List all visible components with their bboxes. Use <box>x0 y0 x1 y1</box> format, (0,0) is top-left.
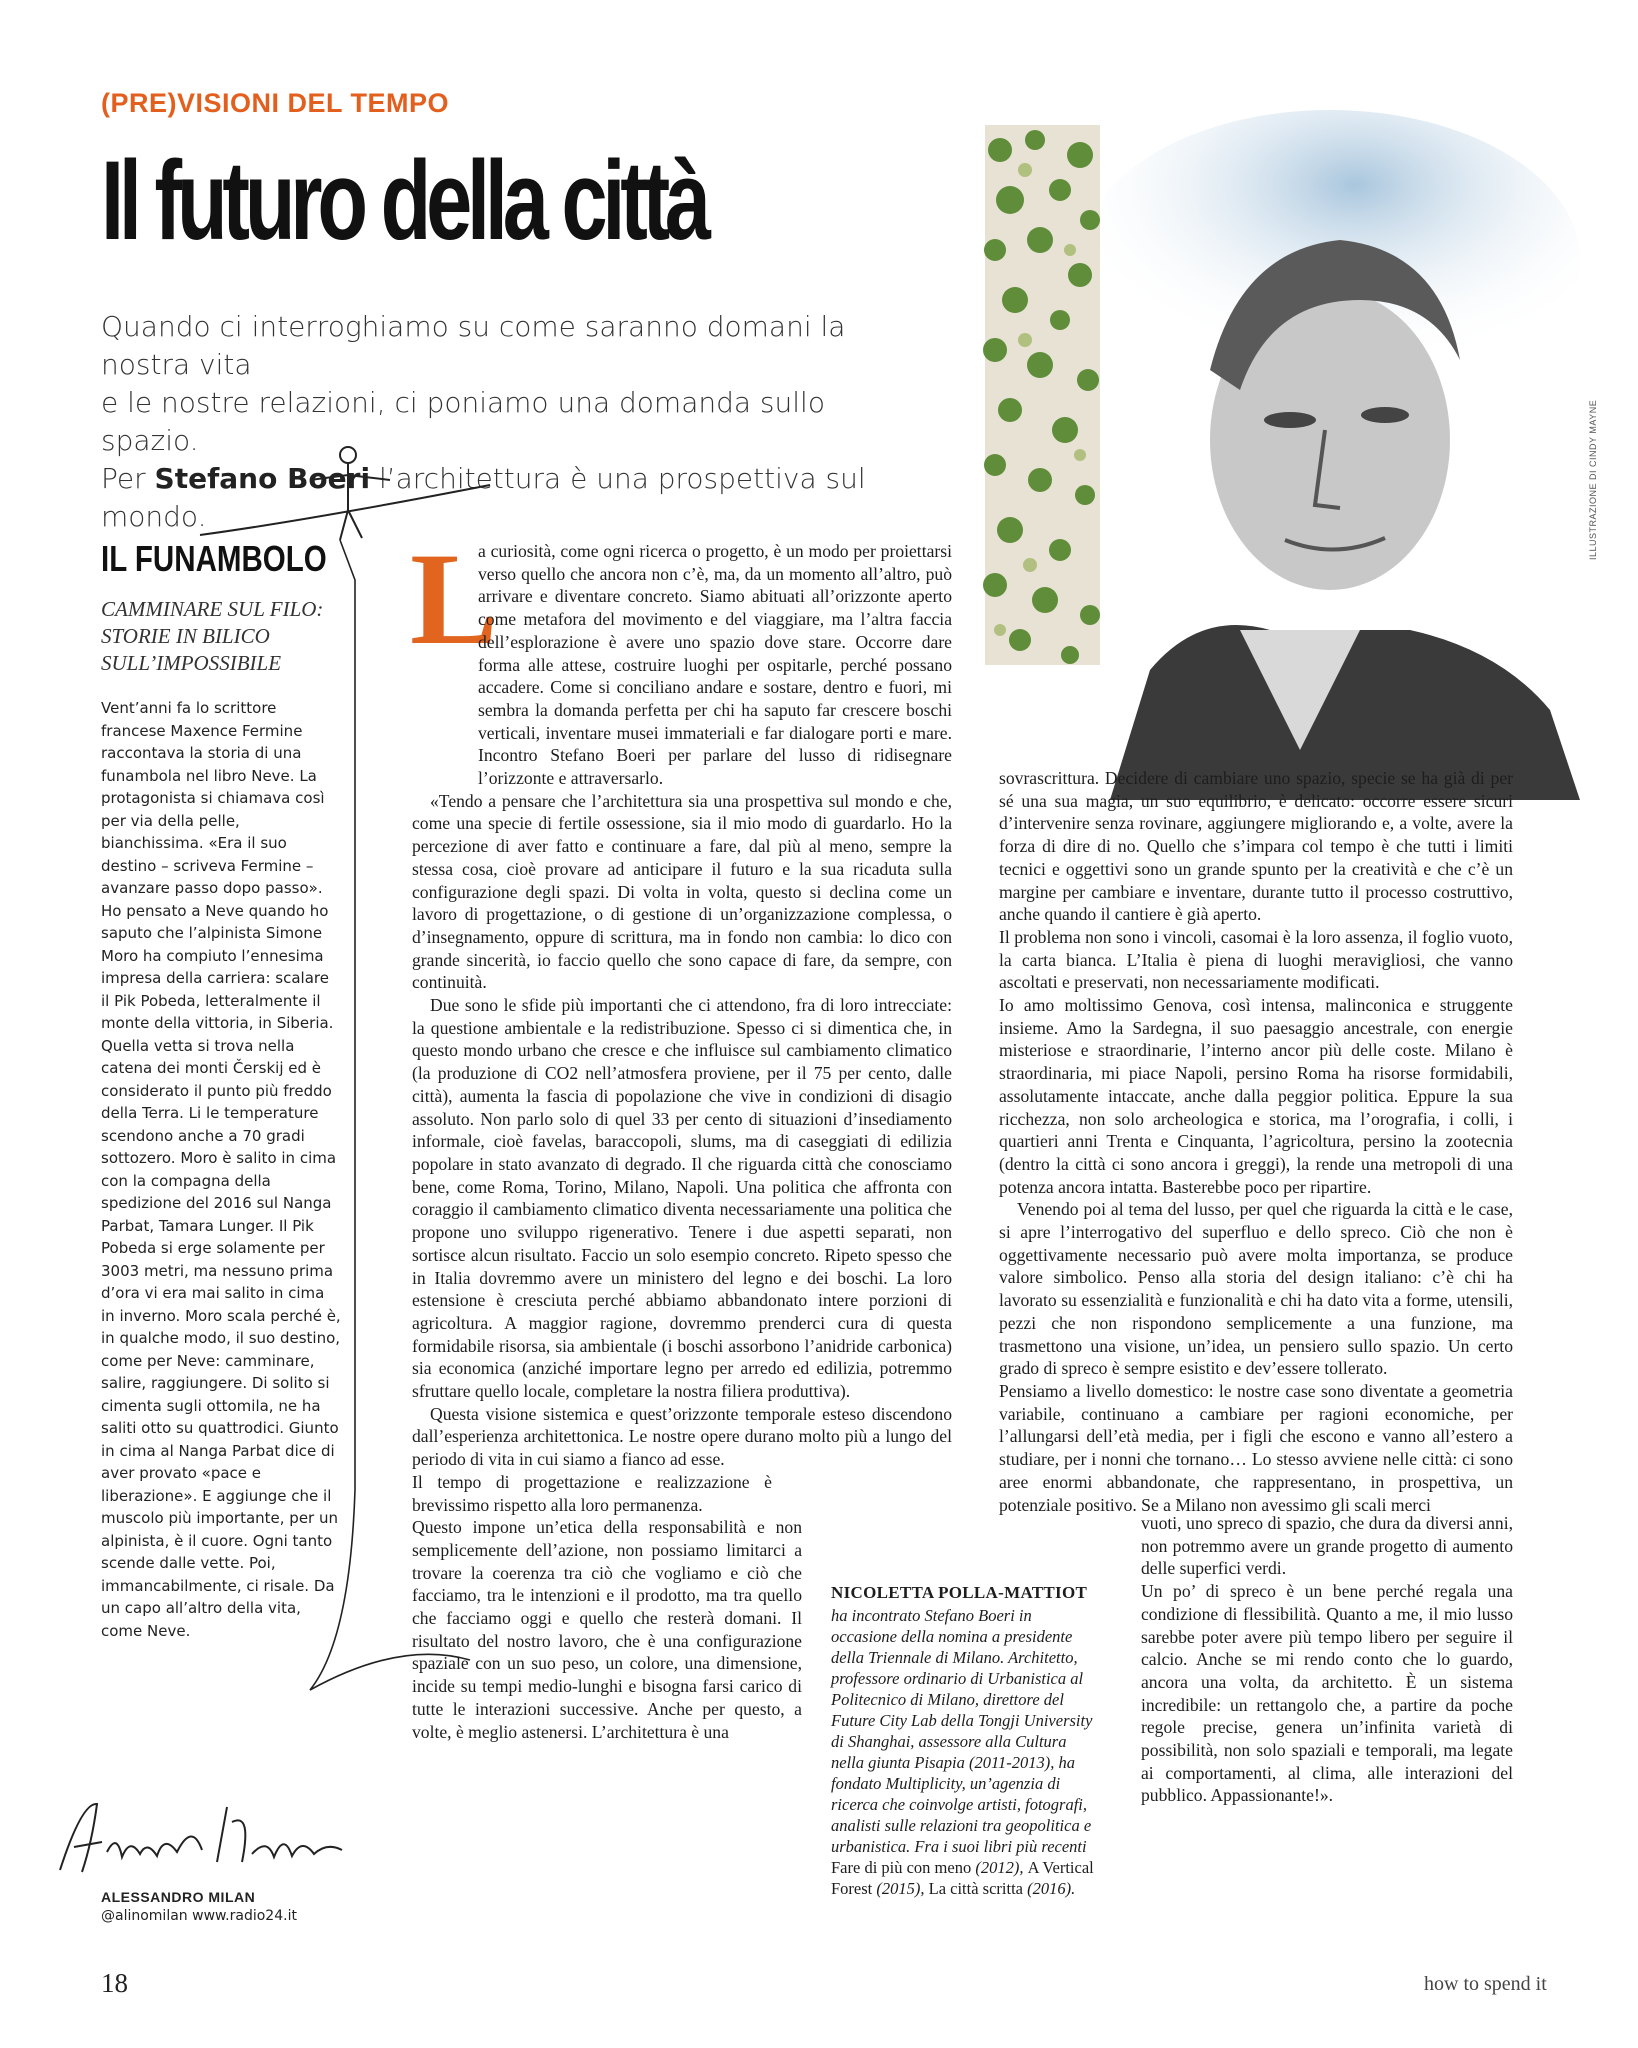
illustration-credit: ILLUSTRAZIONE DI CINDY MAYNE <box>1588 399 1598 560</box>
magazine-brand: how to spend it <box>1424 1973 1547 1995</box>
book-title: A Vertical Forest <box>831 1858 1094 1898</box>
article-paragraph: Venendo poi al tema del lusso, per quel che riguarda la città e le case, si apre l’interrogativo del superfluo e dello spreco. Ciò che non è oggettivamente necessario può avere molta importanza, se produce valore simbolico. Penso alla storia del design italiano: c’è chi ha lavorato su essenzialità e funzionalità e chi ha dato vita a forme, utensili, pezzi che non rispondono semplicemente a una funzione, ma trasmettono una visione, un’idea, un pensiero sullo spazio. Un certo grado di spreco è sempre esistito e dev’essere tollerato. <box>999 1199 1513 1379</box>
standfirst-line: Quando ci interroghiamo su come saranno domani la nostra vita <box>101 310 846 381</box>
book-year: (2012), <box>975 1858 1024 1877</box>
standfirst-text: Per <box>101 462 155 495</box>
page-number: 18 <box>101 1968 128 1998</box>
standfirst-line: e le nostre relazioni, ci poniamo una domanda sullo spazio. <box>101 386 825 457</box>
standfirst-text: l’architettura è una prospettiva sul mondo. <box>101 462 866 533</box>
author-handle: @alinomilan www.radio24.it <box>101 1908 297 1924</box>
interviewer-bio <box>831 1582 1099 1899</box>
dropcap-letter: L <box>410 525 499 672</box>
article-column-1 <box>412 540 952 1743</box>
article-paragraph: Due sono le sfide più importanti che ci attendono, fra di loro intrecciate: la questione ambientale e la redistribuzione. Spesso ci si dimentica che, in questo mondo urbano che cresce e che influisce sul cambiamento climatico (la produzione di CO2 nell’atmosfera proviene, per il 75 per cento, dalle città), aumenta la fascia di popolazione che vive in condizioni di disagio assoluto. Non parlo solo di quel 33 per cento di situazioni d’insediamento informale, cioè favelas, baraccopoli, slums, ma di caseggiati di edilizia popolare in stato avanzato di degrado. Il che riguarda città che conosciamo bene, come Roma, Torino, Milano, Napoli. Una politica che affronta con coraggio il cambiamento climatico diventa necessariamente una politica che propone uno sviluppo rigenerativo. Tenere i due aspetti separati, non sortisce alcun risultato. Faccio un solo esempio concreto. Ripeto spesso che in Italia dovremmo avere un ministero del legno e dei boschi. La loro estensione è cresciuta perché abbiamo abbandonato intere porzioni di agricoltura. A maggior ragione, dovremmo prenderci cura di questa formidabile risorsa, sia ambientale (i boschi assorbono l’anidride carbonica) sia economica (anziché importare legno per arredo ed edilizia, potremmo sfruttare quello locale, completare la nostra filiera produttiva). <box>412 995 952 1402</box>
article-column-3 <box>1141 1512 1513 1807</box>
author-name: ALESSANDRO MILAN <box>101 1889 256 1905</box>
article-paragraph: Pensiamo a livello domestico: le nostre case sono diventate a geometria variabile, continuano a cambiare per ragioni economiche, per l’allungarsi dell’età media, per i figli che escono e vanno all’estero a studiare, per i nonni che tornano… Lo stesso avviene nelle città: ci sono aree enormi abbandonate, che rappresentano, in prospettiva, un potenziale positivo. Se a Milano non avessimo gli scali merci <box>999 1380 1513 1515</box>
article-paragraph: Un po’ di spreco è un bene perché regala una condizione di flessibilità. Quanto a me, il mio lusso sarebbe poter avere più tempo libero per seguire il calcio. Anche se mi rendo conto che lo guardo, ancora una volta, da architetto. È un sistema incredibile: un rettangolo che, a partire da poche regole precise, genera un’infinita varietà di possibilità, non solo spaziali e temporali, ma legate ai comportamenti, al clima, alle interazioni del pubblico. Appassionante!». <box>1141 1581 1513 1806</box>
book-title: La città scritta <box>928 1879 1023 1898</box>
sidebar-body: Vent’anni fa lo scrittore francese Maxence Fermine raccontava la storia di una funambola nel libro Neve. La protagonista si chiamava così per via della pelle, bianchissima. «Era il suo destino – scriveva Fermine – avanzare passo dopo passo». Ho pensato a Neve quando ho saputo che l’alpinista Simone Moro ha compiuto l’ennesima impresa della carriera: scalare il Pik Pobeda, letteralmente il monte della vittoria, in Siberia. Quella vetta si trova nella catena dei monti Čerskij ed è considerato il punto più freddo della Terra. Li le temperature scendono anche a 70 gradi sottozero. Moro è salito in cima con la compagna della spedizione del 2016 sul Nanga Parbat, Tamara Lunger. Il Pik Pobeda si erge solamente per 3003 metri, ma nessuno prima d’ora vi era mai salito in cima in inverno. Moro scala perché è, in qualche modo, il suo destino, come per Neve: camminare, salire, raggiungere. Di solito si cimenta sugli ottomila, ne ha saliti otto su quattrodici. Giunto in cima al Nanga Parbat dice di aver provato «pace e liberazione». E aggiunge che il muscolo più importante, per un alpinista, è il cuore. Ogni tanto scende dalle vette. Poi, immancabilmente, ci risale. Da un capo all’altro della vita, come Neve. <box>101 699 341 1640</box>
article-paragraph: Il tempo di progettazione e realizzazione è brevissimo rispetto alla loro permanenza. <box>412 1471 772 1515</box>
article-paragraph: Io amo moltissimo Genova, così intensa, malinconica e struggente insieme. Amo la Sardegna, il suo paesaggio ancestrale, con energie misteriose e straordinarie, l’interno ancor più delle coste. Milano è straordinaria, mi piace Napoli, persino Roma ha risorse formidabili, assolutamente intaccate, anche dalla peggior politica. Eppure la sua ricchezza, non solo archeologica e storica, ma l’orografia, i colli, i quartieri anni Trenta e Cinquanta, l’agricoltura, persino la zootecnia (dentro la città ci sono ancora i greggi), la rende una metropoli di una potenza ancora intatta. Basterebbe poco per ripartire. <box>999 995 1513 1197</box>
sidebar-subtitle: CAMMINARE SUL FILO: STORIE IN BILICO SULL’IMPOSSIBILE <box>101 597 324 675</box>
section-kicker: (PRE)VISIONI DEL TEMPO <box>101 88 450 118</box>
article-paragraph: Questa visione sistemica e quest’orizzonte temporale esteso discendono dall’esperienza architettonica. Le nostre opere durano molto più a lungo del periodo di vita in cui siamo a fianco ad esse. <box>412 1403 952 1470</box>
article-column-2 <box>999 767 1513 1516</box>
article-paragraph: sovrascrittura. Decidere di cambiare uno spazio, specie se ha già di per sé una sua magia, un suo equilibrio, è delicato: occorre essere sicuri d’intervenire senza rovinare, aggiungere migliorando e, a volte, avere la forza di dire di no. Quello che s’impara col tempo è che tutti i limiti tecnici e oggettivi sono un grande spunto per la creatività e che c’è un margine per cambiare e inventare, durante tutto il processo costruttivo, anche quando il cantiere è già aperto. <box>999 768 1513 925</box>
article-paragraph: vuoti, uno spreco di spazio, che dura da diversi anni, non potremmo avere un grande progetto di aumento delle superfici verdi. <box>1141 1513 1513 1579</box>
signature <box>52 1792 352 1882</box>
article-paragraph: a curiosità, come ogni ricerca o progetto, è un modo per proiettarsi verso quello che ancora non c’è, ma, da un momento all’altro, può arrivare e diventare concreto. Siamo abituati all’orizzonte aperto come metafora del movimento e del viaggiare, ma l’altra faccia dell’esplorazione è avere uno spazio dove stare. Occorre dare forma alle attese, costruire luoghi per ospitarle, perché possano accadere. Come si conciliano andare e sostare, dentro e fuori, mi sembra la domanda perfetta per chi ha saputo far crescere boschi verticali, inventare musei immateriali e far dialogare porti e mare. Incontro Stefano Boeri per parlare del lusso di ridisegnare l’orizzonte e attraversarlo. <box>478 541 952 789</box>
bio-text <box>831 1605 1099 1899</box>
interviewer-name: NICOLETTA POLLA-MATTIOT <box>831 1583 1088 1602</box>
page-title: Il futuro della città <box>101 138 706 263</box>
sidebar-title: IL FUNAMBOLO <box>101 538 327 579</box>
article-paragraph: Il problema non sono i vincoli, casomai è la loro assenza, il foglio vuoto, la carta bianca. L’Italia è piena di luoghi meravigliosi, che vanno ascoltati e preservati, non necessariamente modificati. <box>999 926 1513 993</box>
portrait-illustration <box>940 110 1580 800</box>
vertical-forest-tower <box>983 125 1100 665</box>
article-paragraph: «Tendo a pensare che l’architettura sia una prospettiva sul mondo e che, come una specie di fertile ossessione, sia il mio modo di guardarlo. Ho la percezione di aver fatto e continuare a fare, dal più al meno, sempre la stessa cosa, cioè provare ad anticipare il futuro e la sua ricaduta sulla configurazione degli spazi. Di volta in volta, questo si declina come un lavoro di progettazione, o di gestione di un’organizzazione complessa, o d’insegnamento, oppure di scrittura, ma in fondo non cambia: lo dico con grande sincerità, io faccio quello che sono capace di fare, da sempre, con continuità. <box>412 790 952 993</box>
article-paragraph: Questo impone un’etica della responsabilità e non semplicemente dell’azione, non possiamo limitarci a trovare la coerenza tra ciò che vogliamo e ciò che facciamo, tra le intenzioni e il prodotto, ma tra quello che facciamo oggi e quello che resterà domani. Il risultato del nostro lavoro, che è una configurazione spaziale con un suo peso, un colore, una dimensione, incide su tempi medio-lunghi e bisogna farsi carico di tutte le interazioni successive. Anche per questo, a volte, è meglio astenersi. L’architettura è una <box>412 1517 802 1742</box>
book-year: (2015), <box>876 1879 925 1898</box>
book-title: Fare di più con meno <box>831 1858 972 1877</box>
book-year: (2016). <box>1027 1879 1076 1898</box>
subject-name: Stefano Boeri <box>154 462 371 495</box>
bio-body: ha incontrato Stefano Boeri in occasione della nomina a presidente della Triennale di Milano. Architetto, professore ordinario di Urbanistica al Politecnico di Milano, direttore del Future City Lab della Tongji University di Shanghai, assessore alla Cultura nella giunta Pisapia (2011-2013), ha fondato Multiplicity, un’agenzia di ricerca che coinvolge artisti, fotografi, analisti sulle relazioni tra geopolitica e urbanistica. Fra i suoi libri più recenti <box>831 1606 1093 1856</box>
